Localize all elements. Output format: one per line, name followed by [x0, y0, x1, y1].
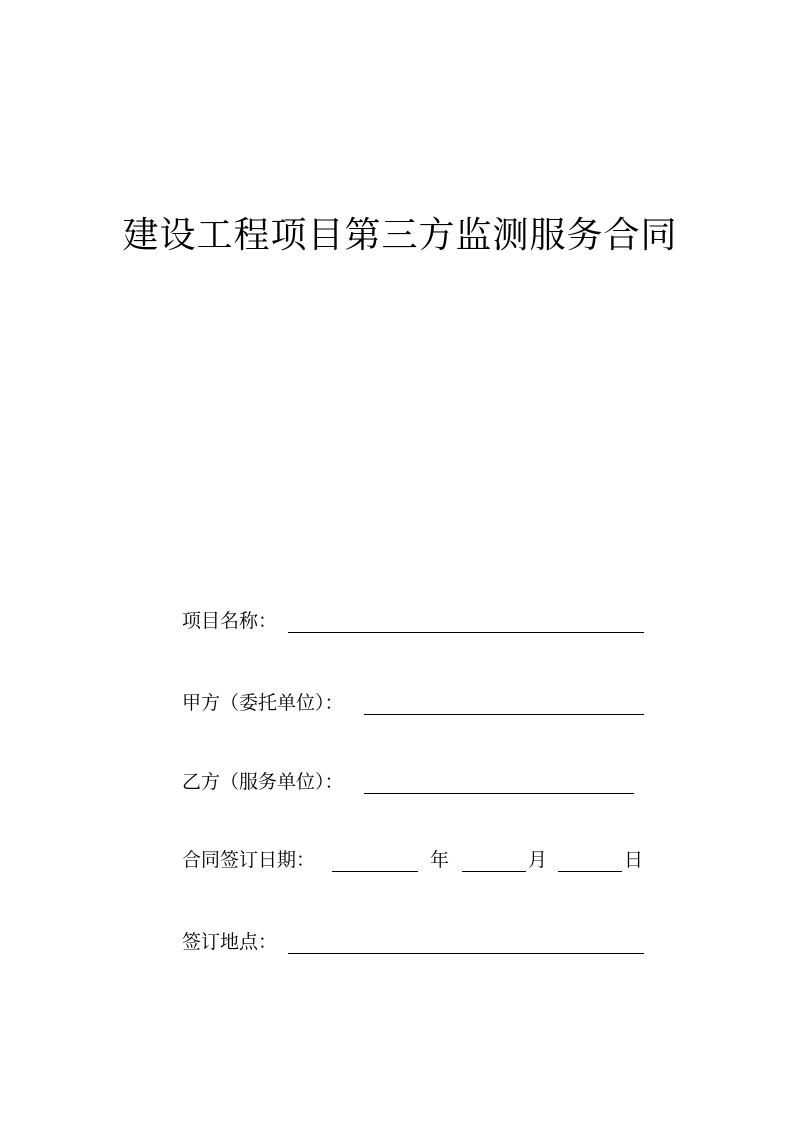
- sign-place-label: 签订地点：: [182, 931, 278, 953]
- day-unit-label: 日: [624, 849, 644, 871]
- party-a-label: 甲方（委托单位）：: [182, 692, 344, 714]
- sign-date-label: 合同签订日期：: [182, 849, 316, 871]
- project-name-field[interactable]: [288, 632, 644, 633]
- month-unit-label: 月: [528, 849, 548, 871]
- party-a-field[interactable]: [364, 714, 644, 715]
- sign-year-field[interactable]: [332, 871, 418, 872]
- project-name-label: 项目名称：: [182, 610, 278, 632]
- party-a-row: [182, 688, 652, 718]
- party-b-field[interactable]: [364, 793, 634, 794]
- sign-day-field[interactable]: [558, 871, 622, 872]
- sign-month-field[interactable]: [462, 871, 526, 872]
- sign-date-row: [182, 845, 652, 875]
- year-unit-label: 年: [430, 849, 450, 871]
- document-title: 建设工程项目第三方监测服务合同: [122, 215, 678, 256]
- sign-place-row: [182, 927, 652, 957]
- party-b-label: 乙方（服务单位）：: [182, 771, 344, 793]
- project-name-row: [182, 606, 652, 636]
- sign-place-field[interactable]: [288, 953, 644, 954]
- party-b-row: [182, 767, 652, 797]
